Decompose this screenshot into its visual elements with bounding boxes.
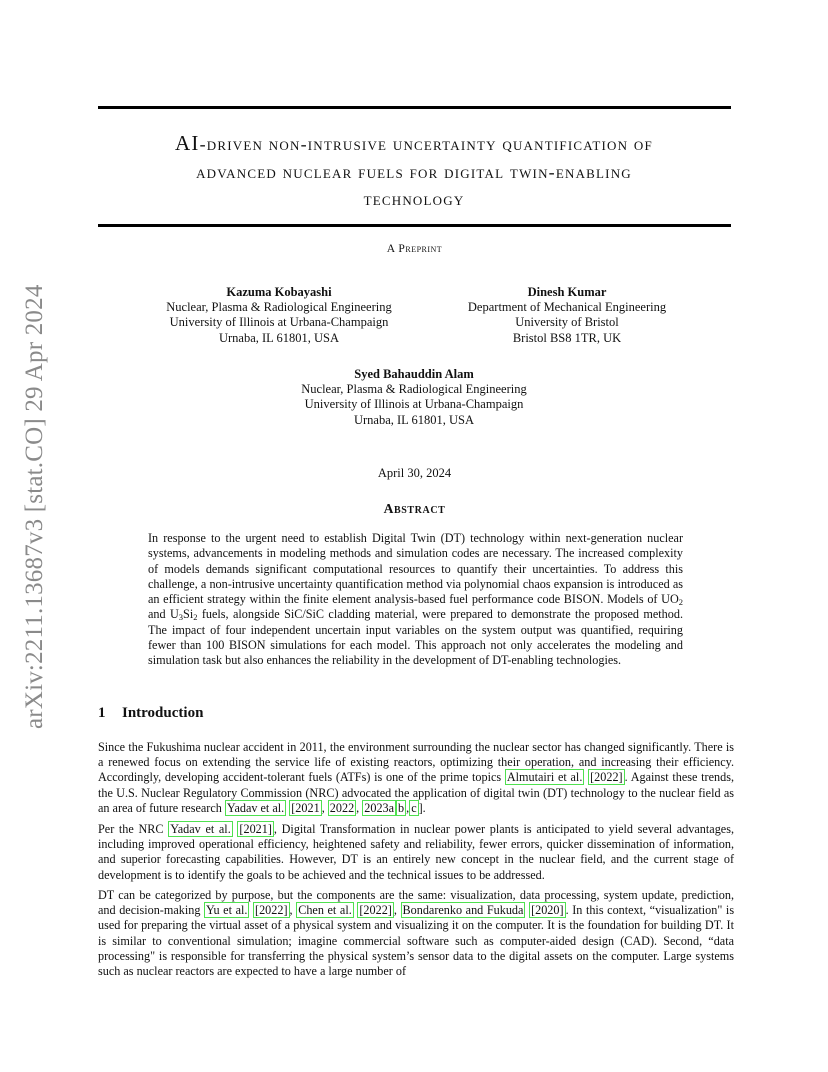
title-bottom-rule	[98, 224, 731, 227]
citation-link[interactable]: 2023a	[364, 800, 395, 815]
paper-date: April 30, 2024	[377, 466, 452, 480]
author-university: University of Bristol	[515, 315, 619, 330]
arxiv-identifier: arXiv:2211.13687v3 [stat.CO] 29 Apr 2024	[21, 284, 48, 729]
title-line1-acronym: AI	[175, 131, 200, 155]
author-block-3	[268, 367, 560, 428]
citation-link[interactable]: Bondarenko and Fukuda	[402, 903, 524, 918]
title-top-rule	[98, 106, 731, 109]
section-title: Introduction	[122, 705, 204, 721]
citation-link[interactable]: Yadav et al.	[170, 822, 231, 836]
section-heading-introduction	[98, 705, 203, 722]
title-line3: technology	[363, 189, 465, 209]
intro-paragraph-3: DT can be categorized by purpose, but the components are the same: visualization, data processing, system update, prediction, and decision-making Yu et al. [2022] , Chen et al. [2022] , Bondarenko and Fukuda [2020] . In this context, “visualization" is used for preparing the virtual asset of a physical system and visualizing it on the computer. It is the foundation for building DT. It is similar to conventional simulation; imagine commercial software such as computer-aided design (CAD). Second, “data processing" is responsible for transferring the physical system’s sensor data to the digital assets on the computer. Large systems such as nuclear reactors are expected to have a large number of	[98, 888, 735, 979]
author-department: Department of Mechanical Engineering	[467, 300, 667, 315]
author-block-1	[134, 285, 424, 346]
author-name: Syed Bahauddin Alam	[354, 367, 474, 381]
author-university: University of Illinois at Urbana-Champaign	[169, 315, 389, 330]
citation-link[interactable]: Yu et al.	[206, 903, 248, 918]
author-address: Urnaba, IL 61801, USA	[218, 330, 339, 345]
citation-link[interactable]: [2022]	[255, 903, 288, 918]
citation-link[interactable]: [2022]	[590, 770, 623, 785]
author-department: Nuclear, Plasma & Radiological Engineering	[301, 382, 527, 397]
preprint-label: A Preprint	[386, 242, 443, 255]
citation-link[interactable]: Chen et al.	[298, 903, 352, 918]
citation-link[interactable]: [2021]	[239, 822, 272, 836]
citation-link[interactable]: [2020]	[531, 903, 564, 918]
author-block-2	[438, 285, 696, 346]
citation-link[interactable]: [2022]	[359, 903, 392, 918]
author-address: Urnaba, IL 61801, USA	[353, 412, 474, 427]
author-address: Bristol BS8 1TR, UK	[512, 330, 622, 345]
author-name: Dinesh Kumar	[527, 285, 607, 299]
citation-link[interactable]: c	[411, 800, 417, 815]
citation-link[interactable]: [2021	[291, 800, 320, 815]
intro-paragraph-2: Per the NRC Yadav et al. [2021] , Digital Transformation in nuclear power plants is anticipated to yield several advantages, including improved operational efficiency, heightened safety and reliability, fewer errors, quicker dissemination of information, and superior forecasting capabilities. However, DT is an entirely new concept in the nuclear field, and the current stage of development is to identify the goals to be achieved and the technical issues to be addressed.	[98, 822, 734, 882]
citation-link[interactable]: 2022	[329, 800, 355, 815]
section-number: 1	[98, 705, 106, 721]
intro-paragraph-1: Since the Fukushima nuclear accident in 2011, the environment surrounding the nuclear sector has changed significantly. There is a renewed focus on extending the service life of existing reactors, optimizing their operation, and increasing their efficiency. Accordingly, developing accident-tolerant fuels (ATFs) is one of the prime topics Almutairi et al. [2022] . Against these trends, the U.S. Nuclear Regulatory Commission (NRC) advocated the application of digital twin (DT) technology to the nuclear field as an area of future research Yadav et al. [2021 , 2022 , 2023a b , c ].	[98, 740, 734, 815]
author-name: Kazuma Kobayashi	[226, 285, 332, 299]
author-university: University of Illinois at Urbana-Champaign	[304, 397, 524, 412]
citation-link[interactable]: Almutairi et al.	[506, 770, 583, 785]
abstract-text: In response to the urgent need to establish Digital Twin (DT) technology within next-generation nuclear systems, advancements in modeling methods and simulation codes are necessary. The increased complexity of models demands significant computational resources to quantify their uncertainties. To address this challenge, a non-intrusive uncertainty quantification method via polynomial chaos expansion is introduced as an efficient strategy within the finite element analysis-based fuel performance code BISON. Models of $UO_2$ and $U_3Si_2$ fuels, alongside SiC/SiC cladding material, were prepared to demonstrate the proposed method. The impact of four independent uncertain input variables on the system output was quantified, requiring fewer than 100 BISON simulations for each model. This approach not only accelerates the modeling and simulation task but also enhances the reliability in the development of DT-enabling technologies.	[148, 531, 683, 668]
title-line1-rest: -driven non-intrusive uncertainty quantification of	[199, 134, 653, 154]
title-line2: advanced nuclear fuels for digital twin-enabling	[196, 161, 632, 182]
abstract-heading: Abstract	[383, 501, 446, 516]
paper-title	[96, 130, 732, 214]
author-department: Nuclear, Plasma & Radiological Engineering	[166, 300, 392, 315]
citation-link[interactable]: Yadav et al.	[226, 800, 285, 815]
citation-link[interactable]: b	[398, 800, 405, 815]
